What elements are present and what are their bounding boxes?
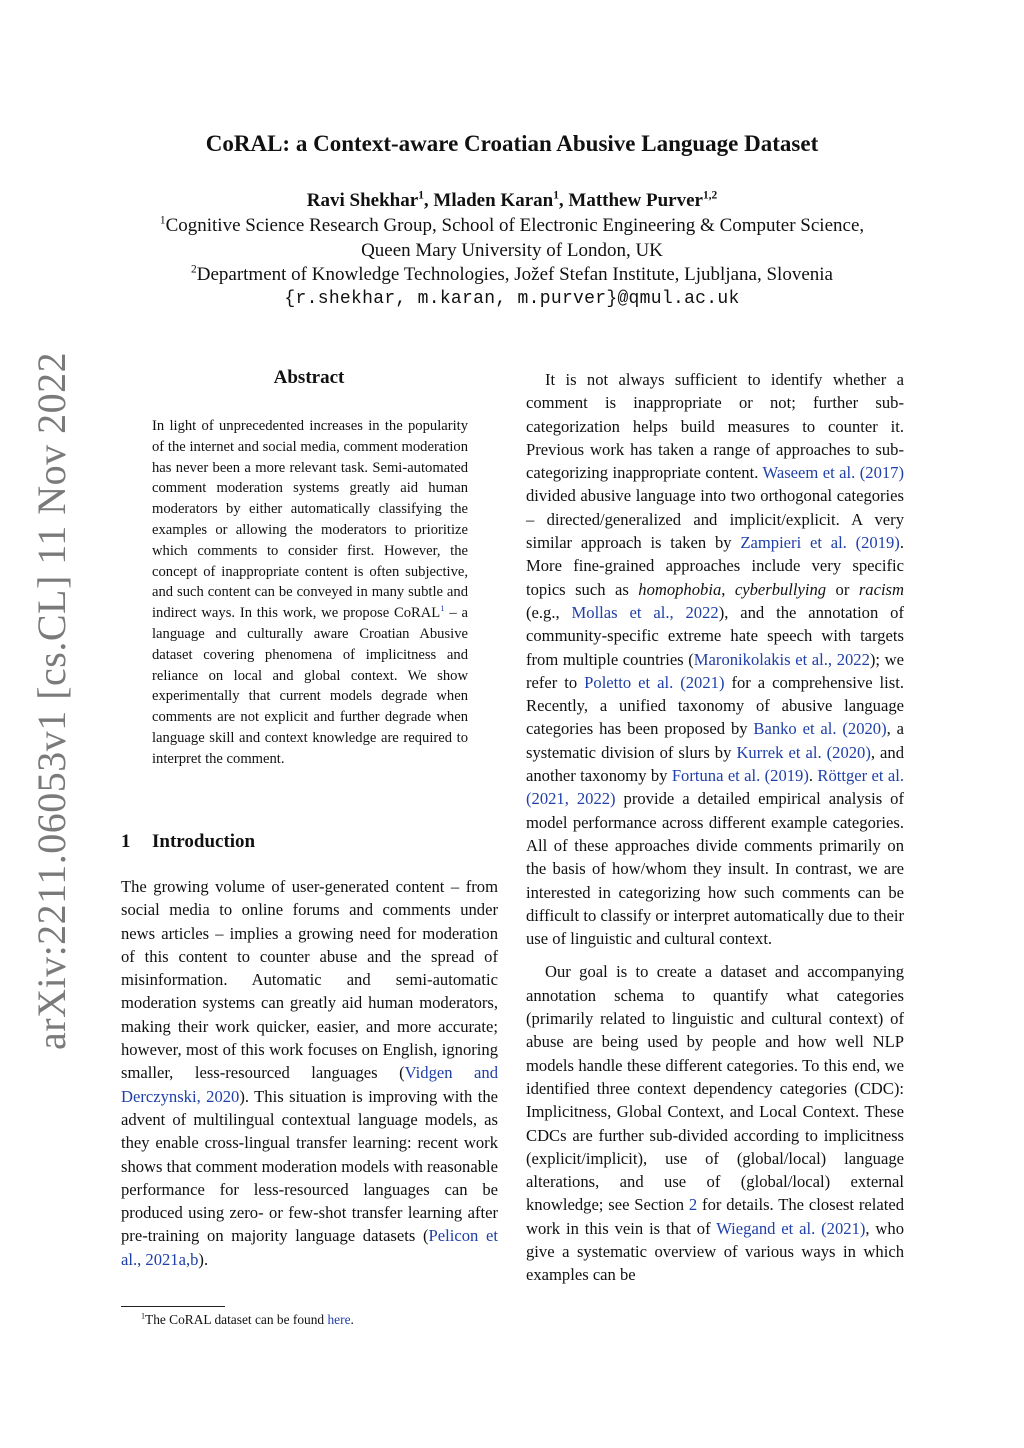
author-name: Ravi Shekhar — [306, 190, 419, 211]
paragraph-text: ), and the annotation of community-specific extreme hate speech with targets from multiple countries ( — [526, 602, 904, 669]
abstract-body — [152, 416, 468, 770]
section-title: Introduction — [152, 831, 256, 852]
author-separator: , — [423, 190, 434, 211]
affiliation-marker: 1 — [418, 189, 424, 202]
section-reference-link[interactable]: 2 — [688, 1195, 698, 1215]
paragraph-text: . — [808, 766, 818, 786]
dataset-link[interactable]: here — [327, 1312, 351, 1327]
paragraph-text: The growing volume of user-generated content – from social media to online forums and comments under news articles – implies a growing need for moderation of this content to counter abuse and the spread of misinformation. Automatic and semi-automatic moderation systems can greatly aid human moderators, making their work quicker, easier, and more accurate; however, most of this work focuses on English, ignoring smaller, less-resourced languages ( — [121, 877, 498, 1083]
abstract-text: – a language and culturally aware Croatian Abusive dataset covering phenomena of implicitness and reliance on local and global context. We show experimentally that current models degrade when comments are not explicit and further degrade when language skill and context knowledge are required to interpret the comment. — [152, 605, 468, 767]
author-emails: {r.shekhar, m.karan, m.purver}@qmul.ac.uk — [284, 289, 740, 309]
left-column-body — [121, 875, 498, 1271]
affiliation-1-continued: Queen Mary University of London, UK — [361, 240, 663, 261]
abstract-heading: Abstract — [273, 367, 345, 388]
footnote — [141, 1312, 354, 1328]
paragraph-text: ). — [198, 1249, 209, 1269]
paragraph — [121, 875, 498, 1271]
author-list — [0, 190, 1024, 212]
citation-link[interactable]: Mollas et al., 2022 — [571, 602, 719, 622]
author-name: Matthew Purver — [568, 190, 703, 211]
paragraph — [526, 960, 904, 1286]
paragraph-text: Our goal is to create a dataset and accompanying annotation schema to quantify what categories (primarily related to linguistic and cultural context) of abuse are being used by people and how well NLP models handle these different categories. To this end, we identified three context dependency categories (CDC): Implicitness, Global Context, and Local Context. These CDCs are further sub-divided according to implicitness (explicit/implicit), use of (global/local) language alterations, and use of (global/local) external knowledge; see Section — [526, 962, 904, 1215]
paragraph-text: , — [721, 579, 735, 599]
paragraph-text: , a systematic division of slurs by — [526, 719, 905, 762]
citation-link[interactable]: Pelicon et al., 2021a,b — [121, 1226, 498, 1269]
affiliation-1 — [0, 215, 1024, 237]
paragraph-text: . More fine-grained approaches include very specific topics such as — [526, 533, 904, 599]
paragraph-text: or — [826, 579, 859, 599]
paragraph-text: for details. The closest related work in this vein is that of — [526, 1195, 905, 1238]
arxiv-identifier-stamp: arXiv:2211.06053v1 [cs.CL] 11 Nov 2022 — [29, 351, 74, 1050]
citation-link[interactable]: Maronikolakis et al., 2022 — [693, 649, 870, 669]
author-name: Mladen Karan — [433, 190, 554, 211]
citation-link[interactable]: Fortuna et al. (2019) — [671, 766, 809, 786]
paragraph-text: provide a detailed empirical analysis of model performance across different example categories. All of these approaches divide comments primarily on the basis of how/whom they insult. In contrast, we are interested in categorizing how such comments can be difficult to classify or interpret automatically due to their use of linguistic and cultural context. — [526, 789, 904, 949]
affiliation-marker: 1 — [159, 214, 166, 227]
footnote-text: . — [350, 1312, 354, 1327]
paragraph-text: ). This situation is improving with the advent of multilingual contextual language models, as they enable cross-lingual transfer learning: recent work shows that comment moderation models with reasonable performance for less-resourced languages can be produced using zero- or few-shot transfer learning after pre-training on majority language datasets ( — [121, 1086, 498, 1246]
citation-link[interactable]: Banko et al. (2020) — [753, 719, 887, 739]
paragraph-text: for a comprehensive list. Recently, a unified taxonomy of abusive language categories has been proposed by — [526, 672, 904, 739]
paragraph-text: divided abusive language into two orthogonal categories – directed/generalized and implicit/explicit. A very similar approach is taken by — [526, 486, 904, 553]
paragraph — [526, 368, 904, 950]
affiliation-marker: 2 — [191, 263, 197, 276]
citation-link[interactable]: Poletto et al. (2021) — [584, 672, 725, 692]
footnote-marker-link[interactable]: 1 — [440, 603, 445, 614]
paragraph-text: , and another taxonomy by — [526, 742, 904, 786]
abstract-text: In light of unprecedented increases in the popularity of the internet and social media, comment moderation has never been a more relevant task. Semi-automated comment moderation systems greatly aid human moderators by either automatically classifying the examples or allowing the moderators to prioritize which comments to consider first. However, the concept of inappropriate content is often subjective, and such content can be conveyed in many subtle and indirect ways. In this work, we propose CoRAL — [152, 418, 468, 622]
affiliation-2 — [0, 264, 1024, 286]
footnote-text: The CoRAL dataset can be found — [145, 1312, 328, 1327]
emphasis: homophobia — [638, 579, 722, 599]
paragraph-text: , who give a systematic overview of various ways in which examples can be — [526, 1218, 904, 1285]
citation-link[interactable]: Kurrek et al. (2020) — [736, 742, 871, 762]
affiliation-marker: 1 — [553, 189, 559, 202]
citation-link[interactable]: Röttger et al. (2021, 2022) — [526, 766, 905, 809]
affiliation-text: Cognitive Science Research Group, School of Electronic Engineering & Computer Science, — [165, 215, 865, 236]
author-separator: , — [558, 190, 569, 211]
footnote-number: 1 — [141, 1311, 146, 1321]
citation-link[interactable]: Vidgen and Derczynski, 2020 — [121, 1063, 498, 1106]
emphasis: cyberbullying — [734, 579, 827, 599]
paragraph-text: ); we refer to — [526, 649, 904, 692]
citation-link[interactable]: Zampieri et al. (2019) — [740, 533, 900, 553]
footnote-divider — [121, 1306, 225, 1307]
paragraph-text: It is not always sufficient to identify whether a comment is inappropriate or not; further sub-categorization helps build measures to counter it. Previous work has taken a range of approaches to sub-categorizing inappropriate content. — [526, 370, 904, 483]
affiliation-marker: 1,2 — [702, 189, 718, 202]
paragraph-text: (e.g., — [526, 602, 572, 622]
paper-title: CoRAL: a Context-aware Croatian Abusive Language Dataset — [205, 131, 819, 156]
right-column-body — [526, 368, 904, 1287]
citation-link[interactable]: Wiegand et al. (2021) — [716, 1218, 866, 1238]
section-heading-introduction — [121, 831, 255, 853]
citation-link[interactable]: Waseem et al. (2017) — [762, 463, 904, 483]
affiliation-text: Department of Knowledge Technologies, Jožef Stefan Institute, Ljubljana, Slovenia — [196, 264, 833, 285]
section-number: 1 — [121, 831, 131, 852]
emphasis: racism — [858, 579, 904, 599]
